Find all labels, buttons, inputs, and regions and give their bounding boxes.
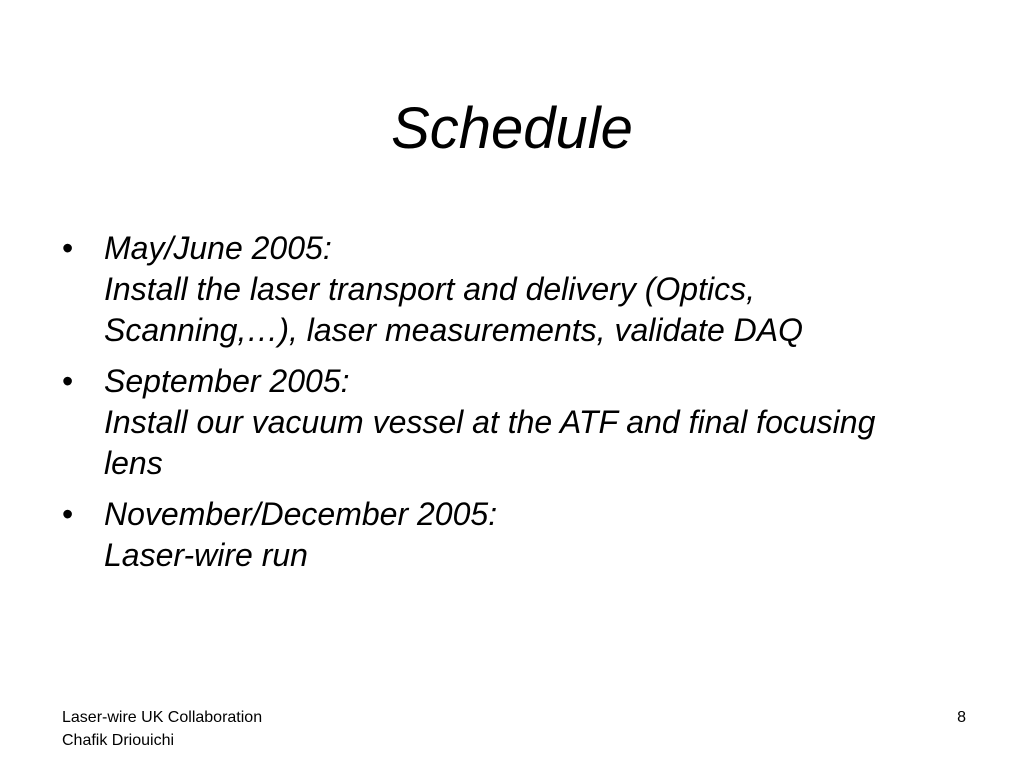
page-number: 8	[957, 709, 966, 726]
bullet-body: Install the laser transport and delivery (Optics, Scanning,…), laser measurements, validate DAQ	[104, 271, 803, 348]
slide-title: Schedule	[391, 96, 633, 161]
bullet-item	[62, 361, 942, 484]
bullet-body: Install our vacuum vessel at the ATF and final focusing lens	[104, 404, 876, 481]
bullet-heading: September 2005:	[104, 363, 350, 399]
bullet-heading: May/June 2005:	[104, 230, 332, 266]
footer-credits	[62, 706, 262, 752]
bullet-dot-icon: •	[62, 496, 74, 532]
bullet-list	[62, 228, 942, 586]
bullet-dot-icon: •	[62, 230, 74, 266]
bullet-body: Laser-wire run	[104, 537, 308, 573]
footer-collaboration: Laser-wire UK Collaboration	[62, 709, 263, 726]
bullet-heading: November/December 2005:	[104, 496, 498, 532]
bullet-item	[62, 228, 942, 351]
bullet-dot-icon: •	[62, 363, 74, 399]
footer-author: Chafik Driouichi	[62, 732, 175, 749]
bullet-item	[62, 494, 942, 576]
